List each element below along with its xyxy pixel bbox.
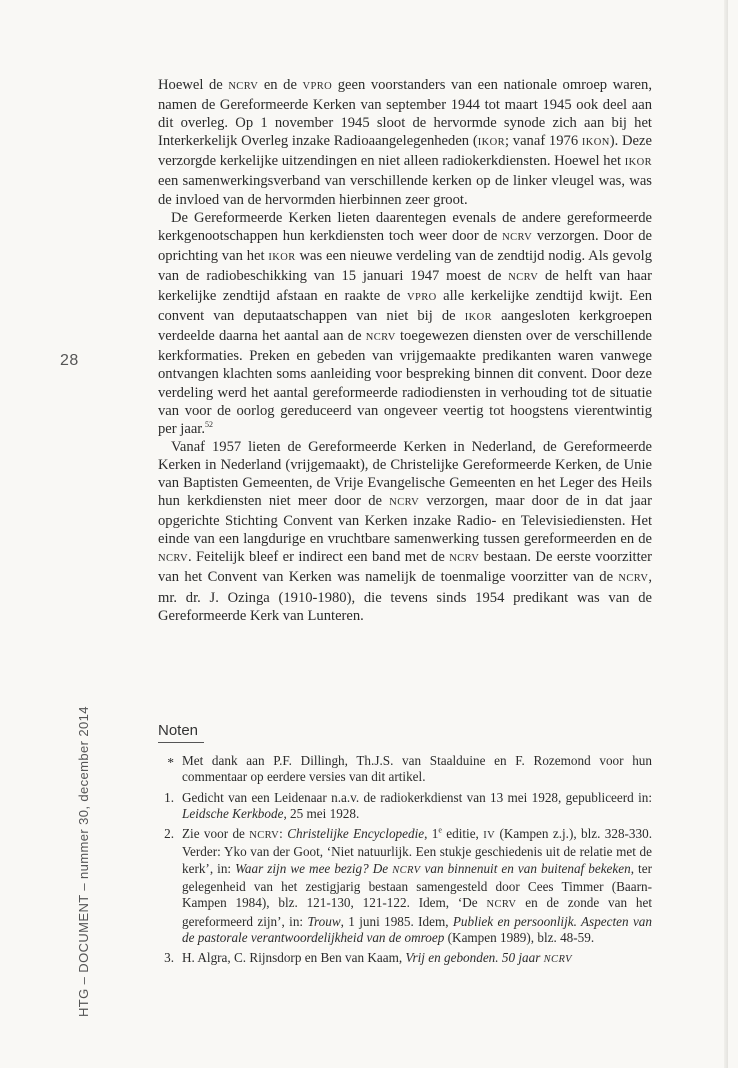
note-marker: 1. [164,789,174,805]
notes-list [142,753,652,973]
page-edge [724,0,728,1068]
running-head: HTG – DOCUMENT – nummer 30, december 2014 [76,706,91,1017]
paragraph-2: De Gereformeerde Kerken lieten daarentegen evenals de andere gereformeerde kerkgenootschappen hun kerkdiensten toch weer door de NCRV verzorgen. Door de oprichting van het IKOR was een nieuwe verdeling van de zendtijd nodig. Als gevolg van de radiobeschikking van 15 januari 1947 moest de NCRV de helft van haar kerkelijke zendtijd afstaan en raakte de VPRO alle kerkelijke zendtijd kwijt. Een convent van deputaatschappen van niet bij de IKOR aangesloten kerkgroepen verdeelde daarna het aantal aan de NCRV toegewezen diensten over de verschillende kerkformaties. Preken en gebeden van vrijgemaakte predikanten waren vanwege ontvangen klachten soms aanleiding voor bespreking binnen dit convent. Door deze verdeling werd het aantal gereformeerde radiodiensten in verhouding tot de situatie van voor de oorlog gereduceerd van ongeveer veertig tot hoogstens vierentwintig per jaar.$^{52}$ [158,209,653,437]
note-marker: * [167,755,174,770]
note-marker: 3. [164,950,174,966]
paragraph-1: Hoewel de NCRV en de VPRO geen voorstanders van een nationale omroep waren, namen de Gereformeerde Kerken van september 1944 tot maart 1945 ook deel aan dit overleg. Op 1 november 1945 sloot de hervormde synode zich aan bij het Interkerkelijk Overleg inzake Radioaangelegenheden (IKOR; vanaf 1976 IKON). Deze verzorgde kerkelijke uitzendingen en niet alleen radiokerkdiensten. Hoewel het IKOR een samenwerkingsverband van verschillende kerken op de linker vleugel was, was de invloed van de hervormden hierbinnen zeer groot. [158,77,652,208]
page-number: 28 [60,352,79,369]
note-1: 1. Gedicht van een Leidenaar n.a.v. de radiokerkdienst van 13 mei 1928, gepubliceerd in: Leidsche Kerkbode, 25 mei 1928. [142,790,652,823]
note-marker: 2. [164,826,174,842]
paragraph-3: Vanaf 1957 lieten de Gereformeerde Kerken in Nederland, de Gereformeerde Kerken in Nederland (vrijgemaakt), de Christelijke Gereformeerde Kerken, de Unie van Baptisten Gemeenten, de Vrije Evangelische Gemeenten en het Leger des Heils hun kerkdiensten niet meer door de NCRV verzorgen, maar door de in dat jaar opgerichte Stichting Convent van Kerken inzake Radio- en Televisiediensten. Het einde van een langdurige en vruchtbare samenwerking tussen gereformeerden en de NCRV. Feitelijk bleef er indirect een band met de NCRV bestaan. De eerste voorzitter van het Convent van Kerken was namelijk de toenmalige voorzitter van de NCRV, mr. dr. J. Ozinga (1910-1980), die tevens sinds 1954 predikant was van de Gereformeerde Kerk van Lunteren. [158,438,652,624]
note-star: * Met dank aan P.F. Dillingh, Th.J.S. van Staalduine en F. Rozemond voor hun commentaar op eerdere versies van dit artikel. [142,753,652,786]
note-2: 2. Zie voor de NCRV: Christelijke Encyclopedie, 1e editie, IV (Kampen z.j.), blz. 328-330. Verder: Yko van der Goot, ‘Niet natuurlijk. Een stukje geschiedenis uit de relatie met de kerk’, in: Waar zijn we mee bezig? De NCRV van binnenuit en van buitenaf bekeken, ter gelegenheid van het zestigjarig bestaan samengesteld door Cees Timmer (Baarn-Kampen 1984), blz. 121-130, 121-122. Idem, ‘De NCRV en de zonde van het gereformeerd zijn’, in: Trouw, 1 juni 1985. Idem, Publiek en persoonlijk. Aspecten van de pastorale verantwoordelijkheid van de omroep (Kampen 1989), blz. 48-59. [142,826,652,946]
footnote-ref-52: 52 [205,419,213,429]
body-text [158,76,652,625]
notes-heading: Noten [158,722,204,743]
note-3: 3. H. Algra, C. Rijnsdorp en Ben van Kaam, Vrij en gebonden. 50 jaar NCRV [142,950,652,968]
